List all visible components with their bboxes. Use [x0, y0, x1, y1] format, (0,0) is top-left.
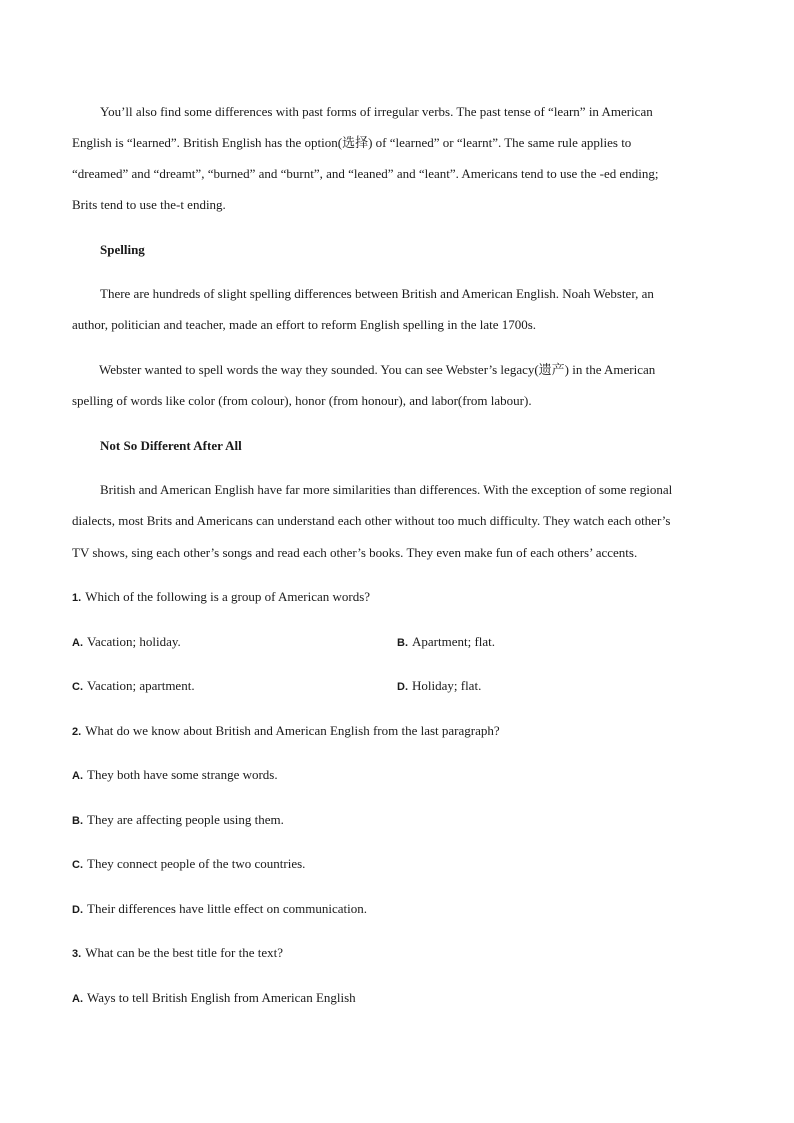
option-text: Their differences have little effect on communication. — [87, 901, 367, 916]
option-text: Vacation; apartment. — [87, 678, 195, 693]
question-2-number: 2. — [72, 726, 82, 738]
question-2-text: What do we know about British and American English from the last paragraph? — [85, 723, 500, 738]
option-letter: D. — [72, 904, 83, 916]
paragraph-3-line-1: Webster wanted to spell words the way they sounded. You can see Webster’s legacy(遗产) in the American — [99, 362, 656, 377]
option-letter: A. — [72, 637, 83, 649]
option-text: They connect people of the two countries. — [87, 856, 306, 871]
option-letter: D. — [397, 681, 408, 693]
question-1-option-b[interactable] — [397, 634, 495, 650]
paragraph-3-line-2: spelling of words like color (from colour), honor (from honour), and labor(from labour). — [72, 393, 532, 408]
question-1-option-a[interactable] — [72, 634, 181, 650]
question-2-option-d[interactable] — [72, 901, 367, 917]
question-1-option-d[interactable] — [397, 678, 481, 694]
section-heading-not-so-different: Not So Different After All — [100, 438, 242, 453]
question-1-option-c[interactable] — [72, 678, 195, 694]
paragraph-2-line-1: There are hundreds of slight spelling differences between British and American English. Noah Webster, an — [100, 286, 654, 301]
option-text: Holiday; flat. — [412, 678, 482, 693]
question-1-number: 1. — [72, 592, 82, 604]
question-3 — [72, 945, 283, 961]
question-3-number: 3. — [72, 948, 82, 960]
option-letter: A. — [72, 993, 83, 1005]
paragraph-2-line-2: author, politician and teacher, made an effort to reform English spelling in the late 1700s. — [72, 317, 537, 332]
paragraph-4-line-3: TV shows, sing each other’s songs and read each other’s books. They even make fun of each others’ accents. — [72, 545, 638, 560]
option-letter: C. — [72, 859, 83, 871]
paragraph-1-line-1: You’ll also find some differences with past forms of irregular verbs. The past tense of “learn” in American — [100, 104, 653, 119]
paragraph-4-line-1: British and American English have far more similarities than differences. With the exception of some regional — [100, 482, 673, 497]
paragraph-4-line-2: dialects, most Brits and Americans can understand each other without too much difficulty. They watch each other’s — [72, 513, 671, 528]
paragraph-1-line-4: Brits tend to use the-t ending. — [72, 197, 226, 212]
option-text: Ways to tell British English from American English — [87, 990, 356, 1005]
question-3-text: What can be the best title for the text? — [85, 945, 283, 960]
option-text: Vacation; holiday. — [87, 634, 181, 649]
option-letter: A. — [72, 770, 83, 782]
question-2 — [72, 723, 500, 739]
option-text: They are affecting people using them. — [87, 812, 284, 827]
option-letter: C. — [72, 681, 83, 693]
option-text: Apartment; flat. — [412, 634, 496, 649]
option-letter: B. — [397, 637, 408, 649]
question-1 — [72, 589, 370, 605]
section-heading-spelling: Spelling — [100, 242, 145, 257]
question-1-text: Which of the following is a group of American words? — [85, 589, 371, 604]
question-2-option-b[interactable] — [72, 812, 284, 828]
paragraph-1-line-2: English is “learned”. British English has the option(选择) of “learned” or “learnt”. The same rule applies to — [72, 135, 632, 150]
question-3-option-a[interactable] — [72, 990, 356, 1006]
option-text: They both have some strange words. — [87, 767, 278, 782]
question-2-option-a[interactable] — [72, 767, 278, 783]
paragraph-1-line-3: “dreamed” and “dreamt”, “burned” and “burnt”, and “leaned” and “leant”. Americans tend to use the -ed ending; — [72, 166, 659, 181]
option-letter: B. — [72, 815, 83, 827]
question-2-option-c[interactable] — [72, 856, 305, 872]
